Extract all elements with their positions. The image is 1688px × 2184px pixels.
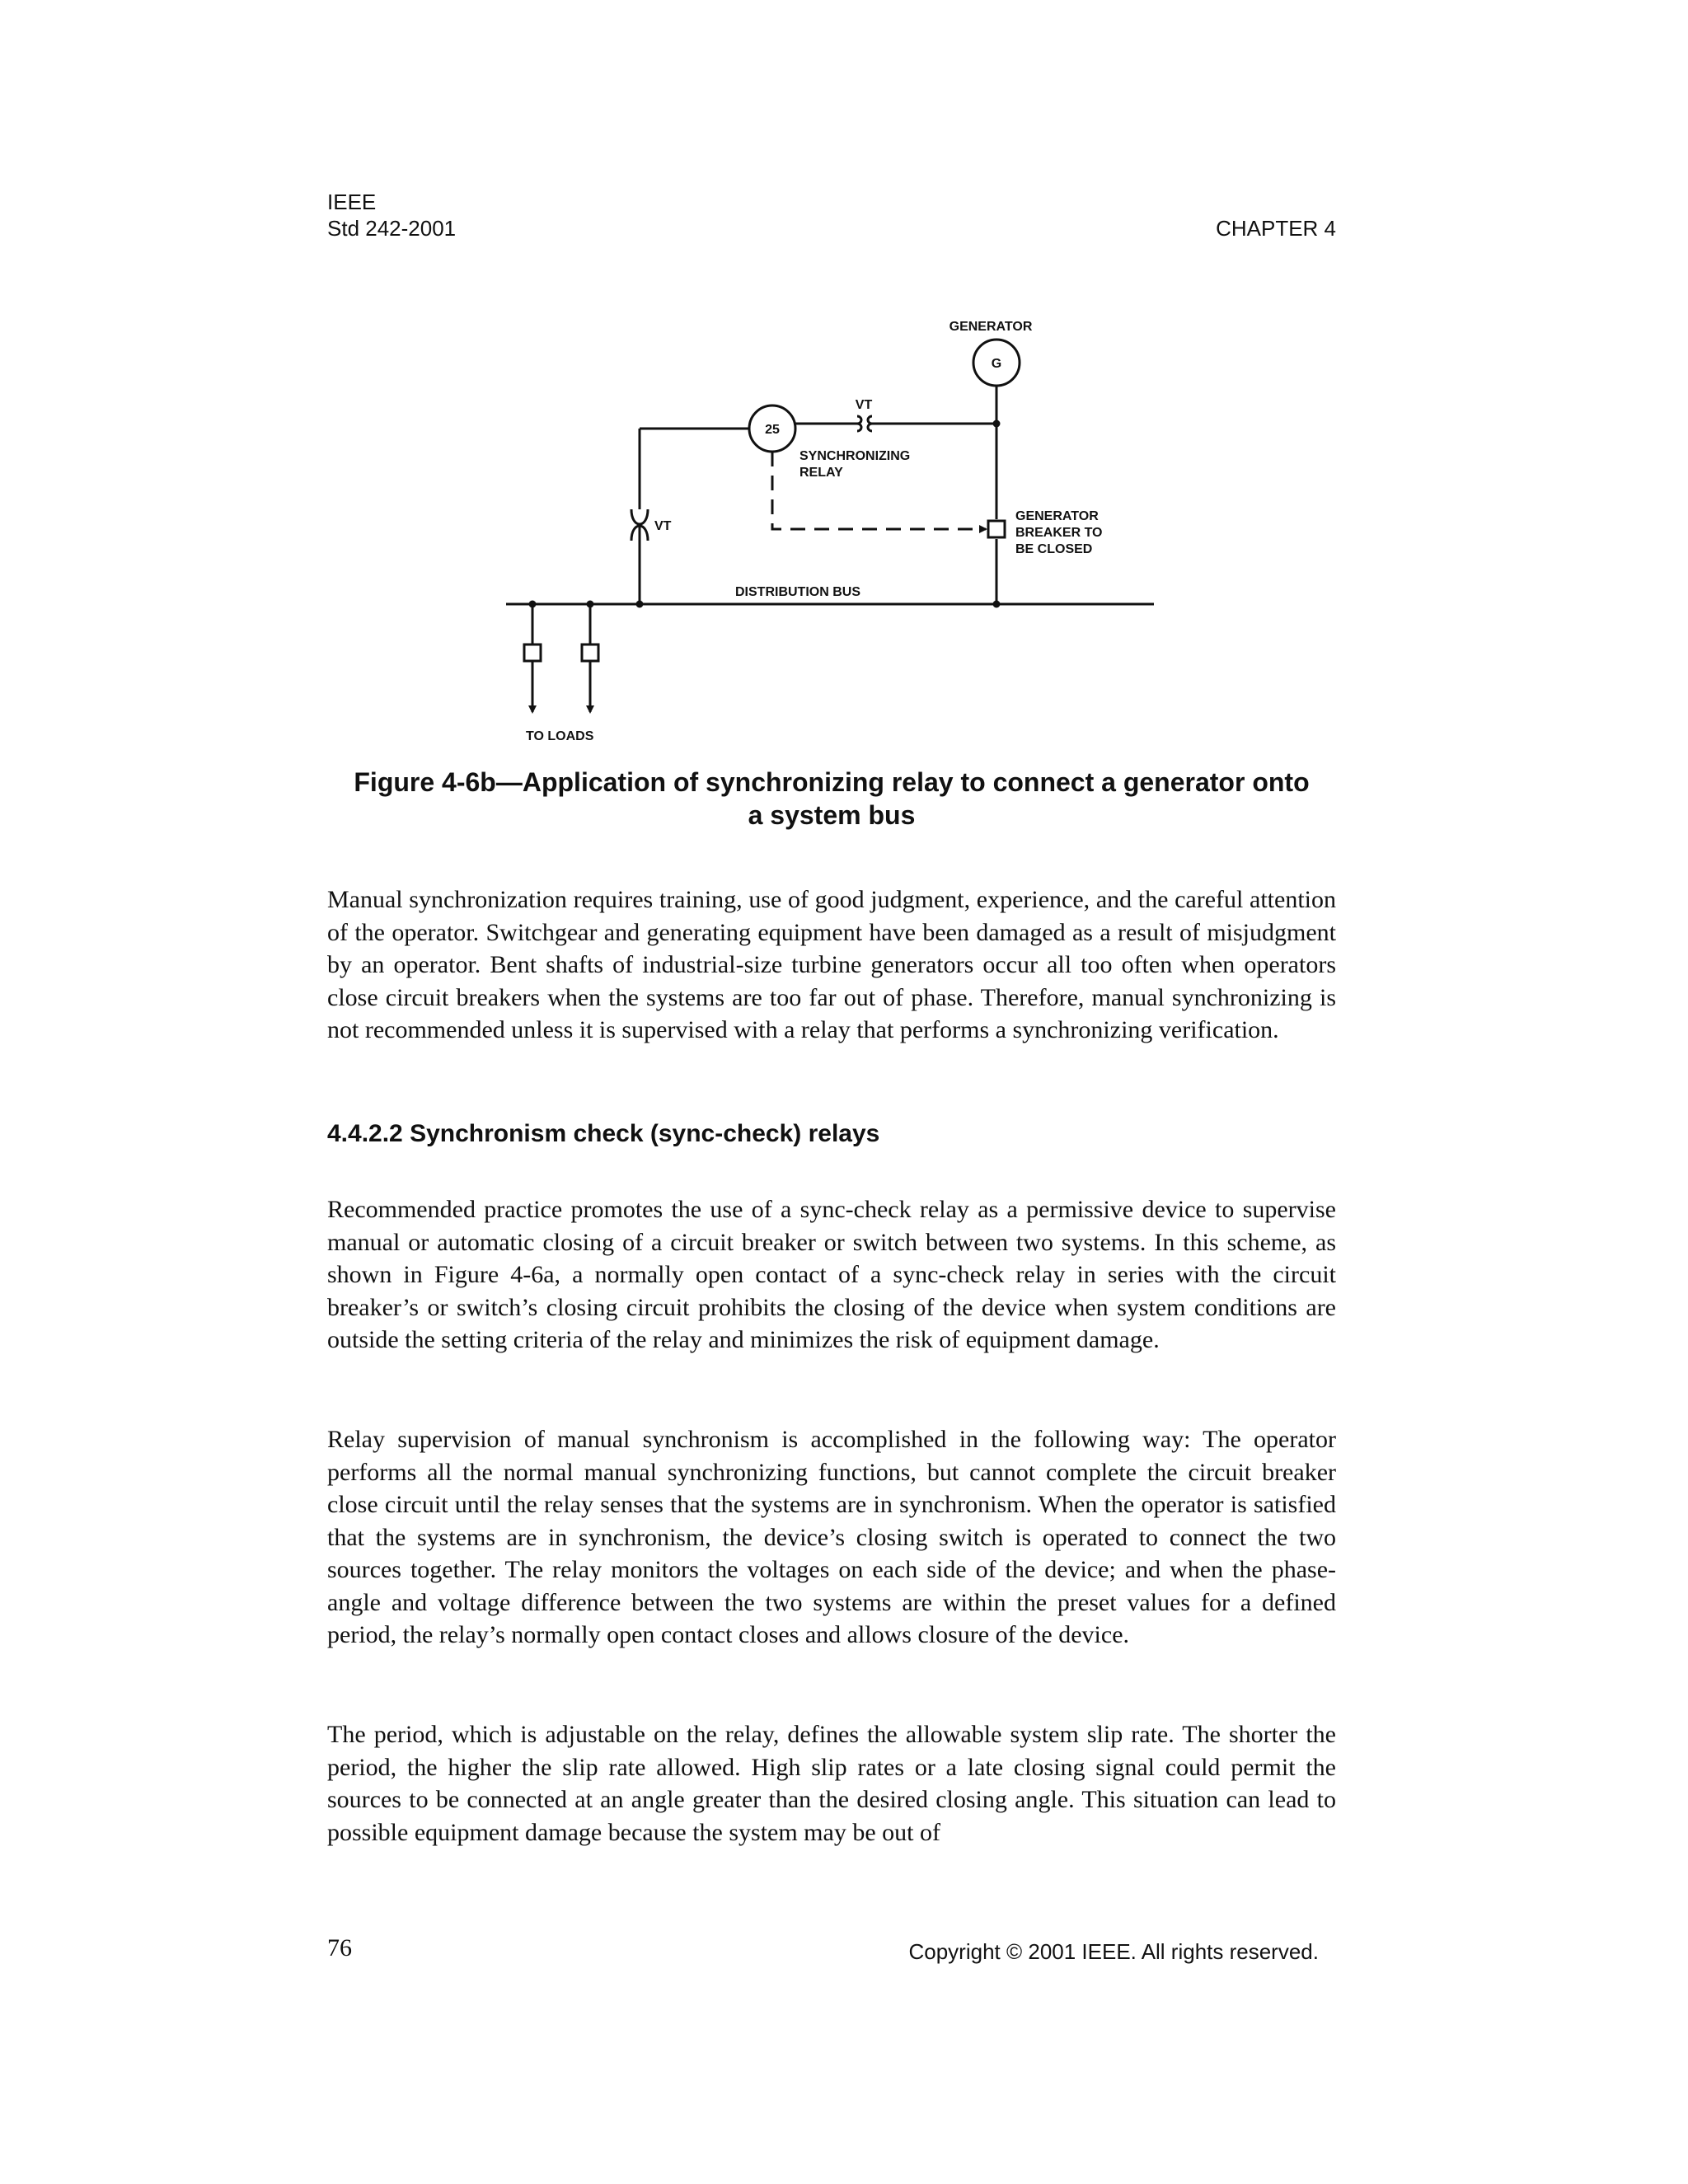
figure-caption (327, 766, 1336, 832)
header-org: IEEE (327, 190, 377, 214)
vt-top-winding-left (857, 416, 861, 431)
paragraph-manual-synchronization: Manual synchronization requires training, use of good judgment, experience, and the careful attention of the operator. Switchgear and generating equipment have been damaged as a result of misjudgment by an operator. Bent shafts of industrial-size turbine generators occur all too often when operators close circuit breakers when the systems are too far out of phase. Therefore, manual synchronizing is not recommended unless it is supervised with a relay that performs a synchronizing verification. (327, 886, 1336, 1043)
caption-line-1: Figure 4-6b—Application of synchronizing relay to connect a generator onto (354, 767, 1310, 797)
one-line-diagram (495, 312, 1187, 757)
relay-number-label: 25 (765, 423, 780, 437)
header-chapter: CHAPTER 4 (1216, 216, 1336, 241)
figure-4-6b-diagram (495, 312, 1187, 757)
generator-label: GENERATOR (949, 320, 1033, 334)
feeder-1-breaker (524, 644, 541, 661)
breaker-label-line1: GENERATOR (1015, 509, 1099, 523)
bus-generator-junction-dot (993, 601, 1001, 608)
caption-line-2: a system bus (748, 800, 916, 830)
paragraph-slip-rate: The period, which is adjustable on the relay, defines the allowable system slip rate. The shorter the period, the higher the slip rate allowed. High slip rates or a late closing signal could permit the sources to be connected at an angle greater than the desired closing angle. This situation can lead to possible equipment damage because the system may be out of (327, 1721, 1336, 1846)
running-header-left (327, 189, 456, 241)
vt-left-label: VT (654, 519, 672, 533)
paragraph-recommended-practice: Recommended practice promotes the use of a sync-check relay as a permissive device to supervise manual or automatic closing of a circuit breaker or switch between two systems. In this scheme, as shown in Figure 4-6a, a normally open contact of a sync-check relay in series with the circuit breaker’s or switch’s closing circuit prohibits the closing of the device when system conditions are outside the setting criteria of the relay and minimizes the risk of equipment damage. (327, 1196, 1336, 1353)
sync-relay-label-line2: RELAY (799, 466, 843, 480)
generator-breaker (988, 521, 1005, 537)
vt-top-label: VT (855, 398, 873, 412)
feeder-2-breaker (582, 644, 598, 661)
generator-symbol-label: G (991, 357, 1002, 371)
to-loads-label: TO LOADS (526, 729, 594, 743)
copyright-notice: Copyright © 2001 IEEE. All rights reserved. (908, 1939, 1319, 1964)
paragraph-relay-supervision: Relay supervision of manual synchronism is accomplished in the following way: The operator performs all the normal manual synchronizing functions, but cannot complete the circuit breaker close circuit until the relay senses that the systems are in synchronism. When the operator is satisfied that the systems are in synchronism, the device’s closing switch is operated to connect the two sources together. The relay monitors the voltages on each side of the device; and when the phase-angle and voltage difference between the two systems are within the preset values for a defined period, the relay’s normally open contact closes and allows closure of the device. (327, 1426, 1336, 1648)
distribution-bus-label: DISTRIBUTION BUS (735, 585, 860, 599)
relay-close-signal-dashed-line (772, 452, 986, 529)
vt-left-winding-upper (631, 509, 648, 524)
vt-top-winding-right (868, 416, 872, 431)
page-number: 76 (327, 1934, 352, 1961)
sync-relay-label-line1: SYNCHRONIZING (799, 449, 911, 463)
breaker-label-line2: BREAKER TO (1015, 526, 1103, 540)
breaker-label-line3: BE CLOSED (1015, 542, 1093, 556)
header-standard: Std 242-2001 (327, 216, 457, 241)
bus-vt-junction-dot (636, 601, 644, 608)
section-heading-4-4-2-2: 4.4.2.2 Synchronism check (sync-check) relays (327, 1120, 880, 1147)
